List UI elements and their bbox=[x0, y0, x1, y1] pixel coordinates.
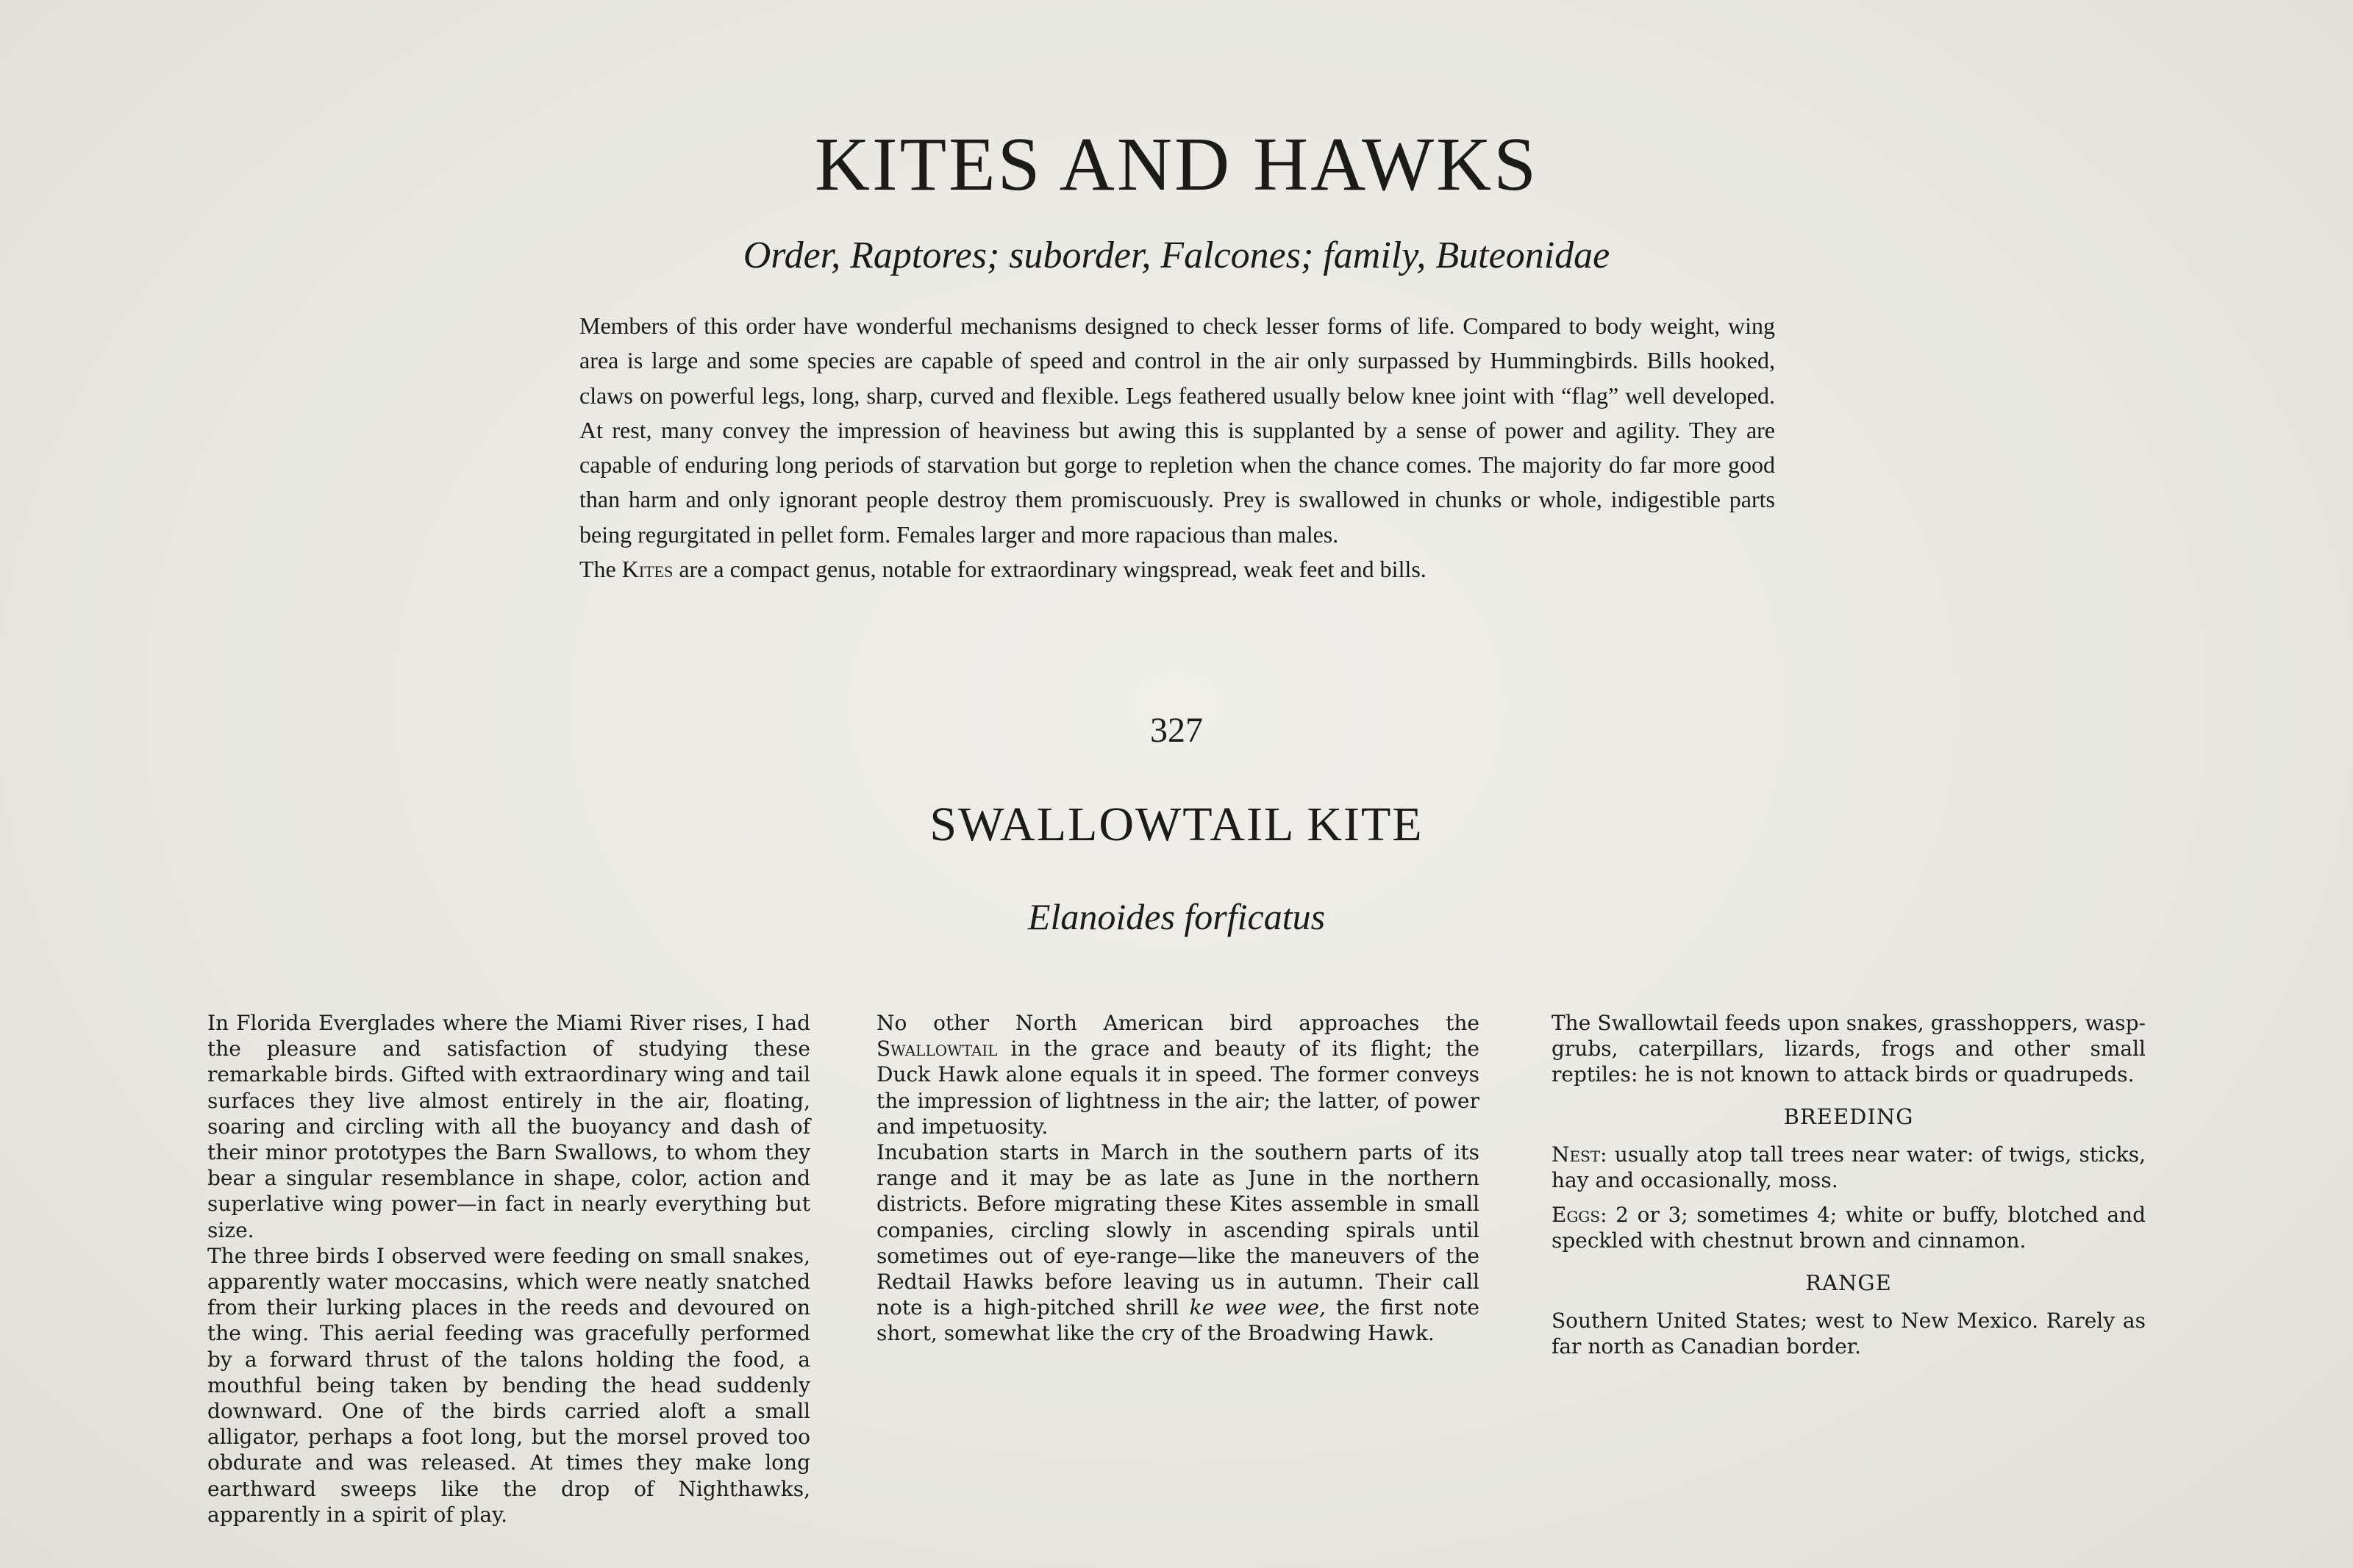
p3-prefix: No other North American bird approaches the bbox=[876, 1011, 1479, 1035]
breeding-heading: BREEDING bbox=[1783, 1103, 1914, 1129]
kites-word: Kites bbox=[621, 556, 674, 583]
body-paragraph-5: The Swallowtail feeds upon snakes, grasshoppers, wasp-grubs, caterpillars, lizards, frogs and other small reptiles: he is not known to attack birds or quadrupeds. bbox=[1552, 1011, 2146, 1087]
range-heading: RANGE bbox=[1805, 1270, 1892, 1295]
body-paragraph-2: The three birds I observed were feeding on small snakes, apparently water moccasins, which were neatly snatched from their lurking places in the reeds and devoured on the wing. This aerial feeding was gracefully performed by a forward thrust of the talons holding the food, a mouthful being taken by bending the head suddenly downward. One of the birds carried aloft a small alligator, perhaps a foot long, but the morsel proved too obdurate and was released. At times they make long earthward sweeps like the drop of Nighthawks, apparently in a spirit of play. bbox=[207, 1243, 810, 1527]
nest-label: Nest: bbox=[1552, 1142, 1607, 1167]
body-paragraph-1: In Florida Everglades where the Miami River rises, I had the pleasure and satisfaction of studying these remarkable birds. Gifted with extraordinary wing and tail surfaces they live almost entirely in the air, floating, soaring and circling with all the buoyancy and dash of their minor prototypes the Barn Swallows, to whom they bear a singular resemblance in shape, color, action and superlative wing power—in fact in nearly everything but size. bbox=[207, 1011, 810, 1242]
range-text: Southern United States; west to New Mexico. Rarely as far north as Canadian border. bbox=[1552, 1308, 2146, 1359]
body-paragraph-4 bbox=[876, 1139, 1479, 1347]
eggs-label: Eggs: bbox=[1552, 1203, 1607, 1228]
plate-number: 327 bbox=[1150, 711, 1203, 750]
kites-rest: are a compact genus, notable for extraordinary wingspread, weak feet and bills. bbox=[679, 556, 1427, 583]
p3-rest: in the grace and beauty of its flight; the Duck Hawk alone equals it in speed. The former conveys the impression of lightness in the air; the latter, of power and impetuosity. bbox=[876, 1037, 1480, 1139]
page-title: KITES AND HAWKS bbox=[814, 122, 1539, 207]
kites-sentence bbox=[579, 552, 1775, 587]
eggs-entry bbox=[1552, 1202, 2146, 1253]
p4-end: the first note short, somewhat like the cry of the Broadwing Hawk. bbox=[876, 1295, 1479, 1346]
text-column-3 bbox=[1552, 1010, 2146, 1359]
nest-entry bbox=[1552, 1142, 2146, 1193]
intro-paragraph: Members of this order have wonderful mechanisms designed to check lesser forms of life. Compared to body weight, wing area is large and some species are capable of speed and control in the air only surpassed by Hummingbirds. Bills hooked, claws on powerful legs, long, sharp, curved and flexible. Legs feathered usually below knee joint with “flag” well developed. At rest, many convey the impression of heaviness but awing this is supplanted by a sense of power and agility. They are capable of enduring long periods of starvation but gorge to repletion when the chance comes. The majority do far more good than harm and only ignorant people destroy them promiscuously. Prey is swallowed in chunks or whole, indigestible parts being regurgitated in pellet form. Females larger and more rapacious than males. bbox=[579, 312, 1775, 548]
swallowtail-word: Swallowtail bbox=[876, 1037, 998, 1062]
kites-prefix: The bbox=[579, 556, 616, 583]
nest-text: usually atop tall trees near water: of twigs, sticks, hay and occasionally, moss. bbox=[1552, 1142, 2146, 1193]
p4-main: Incubation starts in March in the southern parts of its range and it may be as late as June in the northern districts. Before migrating these Kites assemble in small companies, circling slowly in ascending spirals until sometimes out of eye-range—like the maneuvers of the Redtail Hawks before leaving us in autumn. Their call note is a high-pitched shrill bbox=[876, 1140, 1479, 1320]
species-common-name: SWALLOWTAIL KITE bbox=[929, 798, 1424, 851]
taxonomy-subtitle: Order, Raptores; suborder, Falcones; family, Buteonidae bbox=[743, 235, 1610, 276]
text-column-2 bbox=[876, 1010, 1479, 1347]
species-scientific-name: Elanoides forficatus bbox=[1027, 896, 1326, 937]
intro-text bbox=[579, 309, 1775, 587]
call-note: ke wee wee, bbox=[1189, 1295, 1326, 1320]
eggs-text: 2 or 3; sometimes 4; white or buffy, blotched and speckled with chestnut brown and cinnamon. bbox=[1552, 1203, 2146, 1253]
body-paragraph-3 bbox=[876, 1010, 1479, 1139]
text-column-1 bbox=[207, 1010, 810, 1528]
